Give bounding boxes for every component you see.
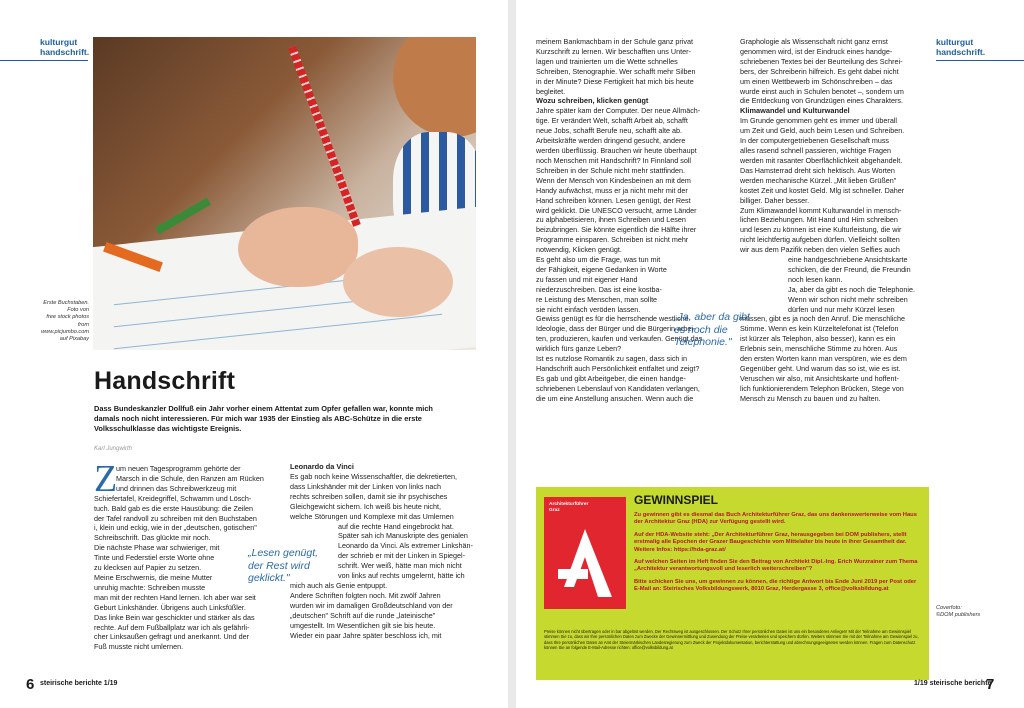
book-cover: Architekturführer Graz <box>544 497 626 609</box>
subhead: Klimawandel und Kulturwandel <box>740 106 850 116</box>
subhead: Wozu schreiben, klicken genügt <box>536 96 649 106</box>
cover-caption: Coverfoto: ©DOM publishers <box>936 605 981 619</box>
contest-title: GEWINNSPIEL <box>634 493 719 507</box>
page-number: 7 <box>986 676 995 693</box>
writing-hand <box>238 207 358 287</box>
col1-text: um neuen Tagesprogramm gehörte der Marsch in die Schule, den Ranzen am Rücken und drinnen das Schreibwerkzeug mit Schiefertafel, Kreidegriffel, Schwamm und Lösch- tuch. Bald gab es die erste Hausübung: die Zeilen der Tafel randvoll zu schreiben mit den Buchstaben i, klein und eckig, wie in der „deutschen, gotischen" Schreibschrift. Das glückte mir noch. Die nächste Phase war schwieriger, mit Tinte und Federstiel erste Worte ohne zu klecksen auf Papier zu setzen. Meine Erschwernis, die meine Mutter unruhig machte: Schreiben musste man mit der rechten Hand lernen. Ich aber war seit Geburt Linkshänder. Übrigens auch Linksfüßler. Das linke Bein war geschickter und stärker als das rechte. Auf dem Fußballplatz war ich als gefährli- cher Linksaußen gefragt und anerkannt. Und der Fuß musste nicht umlernen. <box>94 464 264 652</box>
contest-fineprint: Preise können nicht übertragen oder in bar abgelöst werden. Der Rechtsweg ist ausgeschlossen. Der Schutz Ihrer persönlichen Daten ist uns ein besonderes Anliegen! Mit der Teilnahme am Gewinnspiel stimmen Sie zu, dass wir Ihre persönlichen Daten zum Zwecke der Gewinnermittlung und Zusendung der Preise verarbeiten und speichern dürfen. Weiters stimmen Sie mit der Teilnahme am Gewinnspiel zu, dass Ihre persönlichen Daten an Amt der Steiermärkischen Landesregierung zum Zweck der Projektdokumentation, berichterstattung und abrechnungsgeeigneten werden können. Fragen zum Datenschutz können Sie an folgende E-Mail-Adresse richten: office@volksbildung.at <box>544 629 919 651</box>
col2-text: Leonardo da Vinci Es gab noch keine Wissenschaftler, die dekretierten, dass Linkshänder mit der Linken von links nach rechts schreiben sollen, damit sie ihr psychisches Gleichgewicht sichern. Ich weiß bis heute nicht, welche Störungen und Komplexe mit das Umlernen auf die rechte Hand eingebrockt hat. Später sah ich Manuskripte des genialen Leonardo da Vinci. Als extremer Linkshän- der schrieb er mit der Linken in Spiegel- schrift. Wer weiß, hätte man mich nicht von links auf rechts umgelernt, hätte ich mich auch als Genie entpuppt. Andere Schriften folgten noch. Mit zwölf Jahren wurden wir im damaligen Großdeutschland von der „deutschen" Schrift auf die runde „lateinische" umgestellt. Im Wesentlichen gilt sie bis heute. Wieder ein paar Jahre später beschloss ich, mit <box>290 462 490 640</box>
drop-cap: Z <box>94 458 118 500</box>
pull-quote: „Lesen genügt, der Rest wird geklickt." <box>248 547 319 584</box>
right-page <box>516 0 1024 708</box>
tag-rule <box>936 60 1024 61</box>
subhead: Leonardo da Vinci <box>290 462 354 471</box>
resting-hand <box>343 247 453 317</box>
left-page <box>0 0 508 708</box>
col3-text: meinem Bankmachbarn in der Schule ganz privat Kurzschrift zu lernen. Wir beschafften uns Unter- lagen und trainierten um die Wette schnelles Schreiben, Stenographie. Wer schafft mehr Silben in der Minute? Diese Fertigkeit hat mich bis heute begleitet. Wozu schreiben, klicken genügt Jahre später kam der Computer. Der neue Allmäch- tige. Er verändert Welt, schafft Arbeit ab, schafft neue Jobs, schafft Berufe neu, schafft alte ab. Arbeitskräfte werden dringend gesucht, andere werden überflüssig. Brauchen wir heute überhaupt noch Menschen mit Handschrift? In Finnland soll Schreiben in der Schule nicht mehr stattfinden. Wenn der Mensch von Kindesbeinen an mit dem Handy aufwächst, muss er ja nicht mehr mit der Hand schreiben können. Lesen genügt, der Rest wird geklickt. Die UNESCO versucht, arme Länder zu alphabetisieren, ihnen Schreiben und Lesen beizubringen. Sie könnte eigentlich die Hälfte ihrer Programme einsparen. Schreiben ist nicht mehr notwendig, Klicken genügt. Es geht also um die Frage, was tun mit der Fähigkeit, eigene Gedanken in Worte zu fassen und mit eigener Hand niederzuschreiben. Das ist eine kostba- re Leistung des Menschen, man sollte sie nicht einfach veröden lassen. Gewiss genügt es für die herrschende westliche Ideologie, dass der Bürger und die Bürgerin arbei- ten, produzieren, kaufen und verkaufen. Genügt das wirklich fürs ganze Leben? Ist es nutzlose Romantik zu sagen, dass sich in Handschrift auch Persönlichkeit entfaltet und zeigt? Es gab und gibt Arbeitgeber, die einen handge- schriebenen Lebenslauf von Kandidaten verlangen, die um eine Anstellung ansuchen. Wenn auch die <box>536 37 736 404</box>
pencil-icon <box>288 46 361 227</box>
page-footer: 1/19 steirische berichte <box>914 680 992 687</box>
page-footer: steirische berichte 1/19 <box>40 680 118 687</box>
crayon <box>155 198 211 235</box>
col4-text: Graphologie als Wissenschaft nicht ganz ernst genommen wird, ist der Eindruck eines handge- schriebenen Textes bei der Beurteilung des Schrei- bers, der Schreiberin hilfreich. Es geht dabei nicht um einen Wettbewerb im Schönschreiben – das wurde einst auch in Schulen benotet –, sondern um die Entdeckung von Grundzügen eines Charakters. Klimawandel und Kulturwandel Im Grunde genommen geht es immer und überall um Zeit und Geld, auch beim Lesen und Schreiben. In der computergetriebenen Gesellschaft muss alles rasend schnell passieren, wichtige Fragen werden mit rasanter Oberflächlichkeit abgehandelt. Das Hamsterrad dreht sich hektisch. Aus Worten werden mechanische Kürzel. „Mit lieben Grüßen" kostet Zeit und kostet Geld. Mlg ist schneller. Daher billiger. Daher besser. Zum Klimawandel kommt Kulturwandel in mensch- lichen Beziehungen. Mit Hand und Hirn schreiben und lesen zu können ist eine Kulturleistung, die wir nicht leichtfertig aufgeben dürfen. Vielleicht sollten wir aus dem Pazifik neben den vielen Selfies auch eine handgeschriebene Ansichtskarte schicken, die der Freund, die Freundin noch lesen kann. Ja, aber da gibt es noch die Telephonie. Wenn wir schon nicht mehr schreiben dürfen und nur mehr Kürzel lesen müssen, gibt es ja noch den Anruf. Die menschliche Stimme. Wenn es kein Kürzeltelefonat ist (Telefon ist kürzer als Telephon, also besser), kann es ein Erlebnis sein, menschliche Stimme zu hören. Aus den ersten Worten kann man verspüren, wie es dem Gegenüber geht. Und warum das so ist, wie es ist. Veruschen wir also, mit Ansichtskarte und hoffent- lich funktionierendem Telephon Brücken, Stege von Mensch zu Mensch zu bauen und zu halten. <box>740 37 936 404</box>
pull-quote: „Ja, aber da gibt es noch die Telephonie." <box>674 311 750 348</box>
contest-text: Zu gewinnen gibt es diesmal das Buch Architekturführer Graz, das uns dankenswerterweise vom Haus der Architektur Graz (HDA) zur Verfügung gestellt wird. Auf der HDA-Website steht: „Der Architekturführer Graz, herausgegeben bei DOM publishers, stellt erstmalig alle Epochen der Grazer Baugeschichte vom Mittelalter bis heute in ihrer Gesamtheit dar. Weitere Infos: https://hda-graz.at/ Auf welchen Seiten im Heft finden Sie den Beitrag von Architekt Dipl.-Ing. Erich Wurzrainer zum Thema „Architektur verantwortungsvoll und leserlich weiterschreiben"? Bitte schicken Sie uns, um gewinnen zu können, die richtige Antwort bis Ende Juni 2019 per Post oder E-Mail an: Steirisches Volksbildungswerk, 8010 Graz, Herdergasse 3, office@volksbildung.at <box>634 512 918 593</box>
child-head <box>393 37 476 137</box>
child-writing-photo <box>93 37 476 350</box>
tag-rule <box>0 60 88 61</box>
photo-caption: Erste Buchstaben. Foto von free stock photos from www.picjumbo.com auf Pixabay <box>41 300 89 343</box>
section-tag: kulturgut handschrift. <box>40 37 90 57</box>
contest-box <box>536 487 929 680</box>
author: Karl Jungwirth <box>94 446 133 452</box>
section-tag: kulturgut handschrift. <box>936 37 986 57</box>
page-number: 6 <box>26 676 35 693</box>
page-title: Handschrift <box>94 367 236 395</box>
letter-a-icon <box>556 527 614 599</box>
lead-text: Dass Bundeskanzler Dollfuß ein Jahr vorher einem Attentat zum Opfer gefallen war, konnte mich damals noch nicht interessieren. Für mich war 1935 der Einstieg als ABC-Schütze in die erste Volksschulklasse das wichtigste Ereignis. <box>94 404 433 433</box>
